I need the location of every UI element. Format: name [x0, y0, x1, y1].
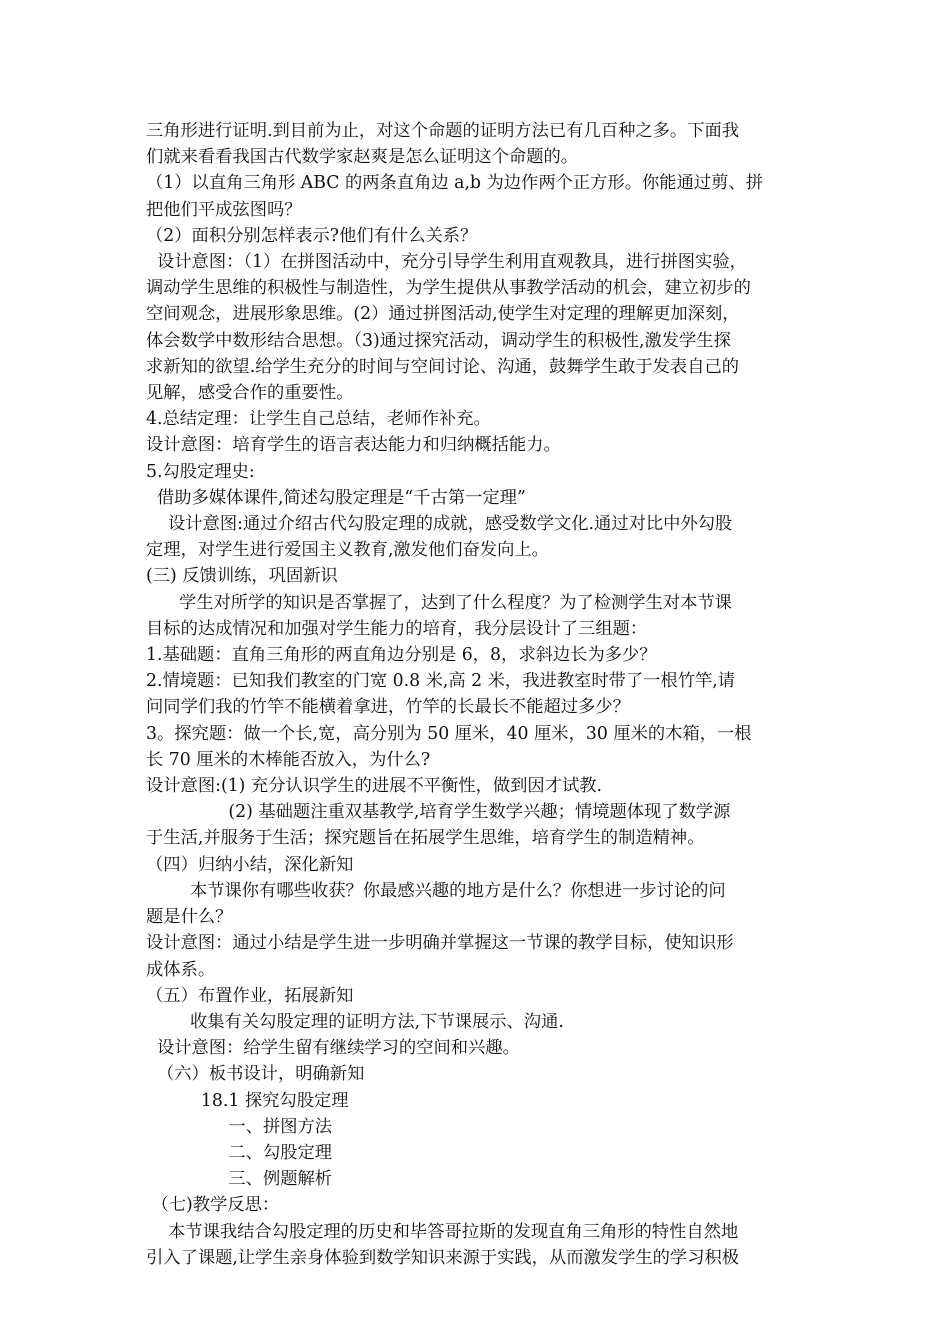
text-line: 见解，感受合作的重要性。: [146, 383, 354, 404]
text-line: 把他们平成弦图吗？: [146, 199, 302, 220]
text-line: 1.基础题：直角三角形的两直角边分别是 6，8，求斜边长为多少？: [146, 645, 657, 666]
text-line: 长 70 厘米的木棒能否放入，为什么?: [146, 749, 431, 770]
text-line: 成体系。: [146, 959, 216, 980]
text-line: 设计意图:通过介绍古代勾股定理的成就，感受数学文化.通过对比中外勾股: [146, 514, 733, 535]
text-line: 设计意图：培育学生的语言表达能力和归纳概括能力。: [146, 435, 561, 456]
text-line: 于生活,并服务于生活；探究题旨在拓展学生思维，培育学生的制造精神。: [146, 828, 705, 849]
text-line: 问同学们我的竹竿不能横着拿进，竹竿的长最长不能超过多少？: [146, 697, 630, 718]
text-line: 学生对所学的知识是否掌握了，达到了什么程度？为了检测学生对本节课: [146, 592, 732, 613]
text-line: 题是什么？: [146, 907, 233, 928]
text-line: （五）布置作业，拓展新知: [146, 985, 354, 1006]
text-line: 们就来看看我国古代数学家赵爽是怎么证明这个命题的。: [146, 147, 579, 168]
text-line: 3。探究题：做一个长,宽，高分别为 50 厘米，40 厘米，30 厘米的木箱，一根: [146, 723, 752, 744]
text-line: 一、拼图方法: [146, 1116, 333, 1137]
text-line: 设计意图：（1）在拼图活动中，充分引导学生利用直观教具，进行拼图实验，: [146, 252, 747, 273]
text-line: 收集有关勾股定理的证明方法,下节课展示、沟通.: [146, 1011, 564, 1032]
text-line: (2) 基础题注重双基教学,培育学生数学兴趣；情境题体现了数学源: [146, 802, 731, 823]
text-line: 定理，对学生进行爱国主义教育,激发他们奋发向上。: [146, 540, 549, 561]
text-line: 本节课你有哪些收获？你最感兴趣的地方是什么？你想进一步讨论的问: [146, 880, 726, 901]
text-line: 调动学生思维的积极性与制造性，为学生提供从事教学活动的机会，建立初步的: [146, 278, 751, 299]
text-line: 设计意图：通过小结是学生进一步明确并掌握这一节课的教学目标，使知识形: [146, 933, 734, 954]
text-line: 本节课我结合勾股定理的历史和毕答哥拉斯的发现直角三角形的特性自然地: [146, 1221, 739, 1242]
text-line: （2）面积分别怎样表示?他们有什么关系？: [146, 225, 478, 246]
text-line: 设计意图：给学生留有继续学习的空间和兴趣。: [146, 1038, 520, 1059]
text-line: 5.勾股定理史:: [146, 461, 255, 482]
text-line: 设计意图:(1) 充分认识学生的进展不平衡性，做到因才试教.: [146, 776, 603, 797]
text-line: 求新知的欲望.给学生充分的时间与空间讨论、沟通，鼓舞学生敢于发表自己的: [146, 356, 740, 377]
document-body: [146, 118, 816, 1271]
text-line: （七)教学反思：: [146, 1195, 280, 1216]
text-line: 引入了课题,让学生亲身体验到数学知识来源于实践，从而激发学生的学习积极: [146, 1247, 740, 1268]
text-line: (三) 反馈训练，巩固新识: [146, 566, 338, 587]
text-line: 目标的达成情况和加强对学生能力的培育，我分层设计了三组题：: [146, 618, 648, 639]
text-line: 2.情境题：已知我们教室的门宽 0.8 米,高 2 米，我进教室时带了一根竹竿,请: [146, 671, 736, 692]
text-line: 借助多媒体课件,简述勾股定理是“千古第一定理”: [146, 487, 526, 508]
text-line: 三、例题解析: [146, 1169, 333, 1190]
text-line: （1）以直角三角形 ABC 的两条直角边 a,b 为边作两个正方形。你能通过剪、拼: [146, 173, 763, 194]
text-line: （四）归纳小结，深化新知: [146, 854, 354, 875]
text-line: 18.1 探究勾股定理: [146, 1090, 349, 1111]
text-line: 4.总结定理：让学生自己总结，老师作补充。: [146, 409, 491, 430]
text-line: 空间观念，进展形象思维。(2）通过拼图活动,使学生对定理的理解更加深刻，: [146, 304, 740, 325]
text-line: 二、勾股定理: [146, 1142, 333, 1163]
text-line: 体会数学中数形结合思想。（3)通过探究活动，调动学生的积极性,激发学生探: [146, 330, 731, 351]
text-line: 三角形进行证明.到目前为止，对这个命题的证明方法已有几百种之多。下面我: [146, 121, 740, 141]
text-line: （六）板书设计，明确新知: [146, 1064, 365, 1085]
